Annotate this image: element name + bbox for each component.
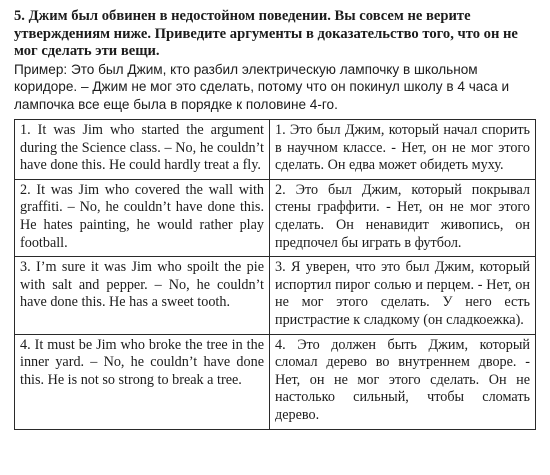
table-row bbox=[15, 120, 536, 180]
english-cell: 3. I’m sure it was Jim who spoilt the pie with salt and pepper. – No, he couldn’t have done this. He has a sweet tooth. bbox=[15, 257, 270, 334]
table-row bbox=[15, 179, 536, 256]
answers-table bbox=[14, 119, 536, 430]
table-row bbox=[15, 257, 536, 334]
table-row bbox=[15, 334, 536, 429]
russian-cell: 2. Это был Джим, который покрывал стены граффити. - Нет, он не мог этого сделать. Он ненавидит живопись, он предпочел бы играть в футбол. bbox=[270, 179, 536, 256]
task-heading: 5. Джим был обвинен в недостойном поведении. Вы совсем не верите утверждениям ниже. Приведите аргументы в доказательство того, что он не мог сделать эти вещи. bbox=[14, 8, 518, 59]
russian-cell: 4. Это должен быть Джим, который сломал дерево во внутреннем дворе. - Нет, он не мог этого сделать. Он не настолько сильный, чтобы сломать дерево. bbox=[270, 334, 536, 429]
english-cell: 2. It was Jim who covered the wall with graffiti. – No, he couldn’t have done this. He hates painting, he would rather play football. bbox=[15, 179, 270, 256]
example-text: Пример: Это был Джим, кто разбил электрическую лампочку в школьном коридоре. – Джим не мог это сделать, потому что он покинул школу в 4 часа и лампочка все еще была в порядке к половине 4-го. bbox=[14, 61, 510, 112]
english-cell: 1. It was Jim who started the argument during the Science class. – No, he couldn’t have done this. He could hardly treat a fly. bbox=[15, 120, 270, 180]
russian-cell: 3. Я уверен, что это был Джим, который испортил пирог солью и перцем. - Нет, он не мог этого сделать. У него есть пристрастие к сладкому (он сладкоежка). bbox=[270, 257, 536, 334]
english-cell: 4. It must be Jim who broke the tree in the inner yard. – No, he couldn’t have done this. He is not so strong to break a tree. bbox=[15, 334, 270, 429]
russian-cell: 1. Это был Джим, который начал спорить в научном классе. - Нет, он не мог этого сделать. Он едва может обидеть муху. bbox=[270, 120, 536, 180]
